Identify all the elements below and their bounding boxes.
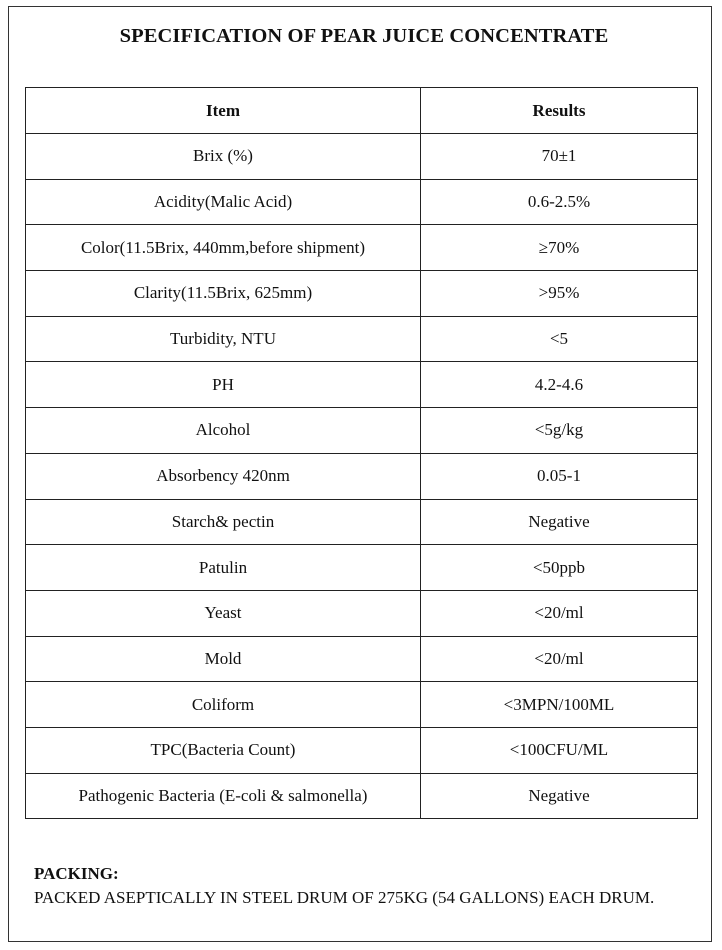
table-row bbox=[26, 727, 698, 773]
table-row bbox=[26, 453, 698, 499]
result-cell: 70±1 bbox=[421, 134, 698, 180]
result-cell: <5 bbox=[421, 316, 698, 362]
result-cell: 0.6-2.5% bbox=[421, 179, 698, 225]
document-title: SPECIFICATION OF PEAR JUICE CONCENTRATE bbox=[119, 25, 609, 47]
item-cell: Pathogenic Bacteria (E-coli & salmonella) bbox=[26, 773, 421, 819]
item-cell: Yeast bbox=[26, 590, 421, 636]
table-row bbox=[26, 545, 698, 591]
item-cell: Acidity(Malic Acid) bbox=[26, 179, 421, 225]
table-row bbox=[26, 316, 698, 362]
table-row bbox=[26, 362, 698, 408]
table-row bbox=[26, 590, 698, 636]
result-cell: <100CFU/ML bbox=[421, 727, 698, 773]
result-cell: <50ppb bbox=[421, 545, 698, 591]
item-cell: Color(11.5Brix, 440mm,before shipment) bbox=[26, 225, 421, 271]
item-cell: Patulin bbox=[26, 545, 421, 591]
table-row bbox=[26, 636, 698, 682]
table-header-row bbox=[26, 88, 698, 134]
result-cell: Negative bbox=[421, 499, 698, 545]
result-cell: ≥70% bbox=[421, 225, 698, 271]
table-row bbox=[26, 773, 698, 819]
table-row bbox=[26, 271, 698, 317]
table-row bbox=[26, 179, 698, 225]
result-cell: <20/ml bbox=[421, 590, 698, 636]
item-cell: Absorbency 420nm bbox=[26, 453, 421, 499]
column-header-results: Results bbox=[421, 88, 698, 134]
item-cell: Coliform bbox=[26, 682, 421, 728]
item-cell: Brix (%) bbox=[26, 134, 421, 180]
result-cell: >95% bbox=[421, 271, 698, 317]
result-cell: 4.2-4.6 bbox=[421, 362, 698, 408]
item-cell: Alcohol bbox=[26, 408, 421, 454]
table-row bbox=[26, 408, 698, 454]
item-cell: Turbidity, NTU bbox=[26, 316, 421, 362]
item-cell: Starch& pectin bbox=[26, 499, 421, 545]
item-cell: PH bbox=[26, 362, 421, 408]
item-cell: TPC(Bacteria Count) bbox=[26, 727, 421, 773]
table-row bbox=[26, 134, 698, 180]
result-cell: 0.05-1 bbox=[421, 453, 698, 499]
item-cell: Clarity(11.5Brix, 625mm) bbox=[26, 271, 421, 317]
result-cell: Negative bbox=[421, 773, 698, 819]
result-cell: <5g/kg bbox=[421, 408, 698, 454]
packing-section bbox=[34, 862, 695, 910]
table-row bbox=[26, 682, 698, 728]
result-cell: <3MPN/100ML bbox=[421, 682, 698, 728]
table-row bbox=[26, 499, 698, 545]
packing-label: PACKING: bbox=[34, 864, 119, 883]
item-cell: Mold bbox=[26, 636, 421, 682]
result-cell: <20/ml bbox=[421, 636, 698, 682]
table-row bbox=[26, 225, 698, 271]
specification-table bbox=[25, 87, 698, 819]
packing-text: PACKED ASEPTICALLY IN STEEL DRUM OF 275KG (54 GALLONS) EACH DRUM. bbox=[34, 888, 655, 907]
column-header-item: Item bbox=[26, 88, 421, 134]
